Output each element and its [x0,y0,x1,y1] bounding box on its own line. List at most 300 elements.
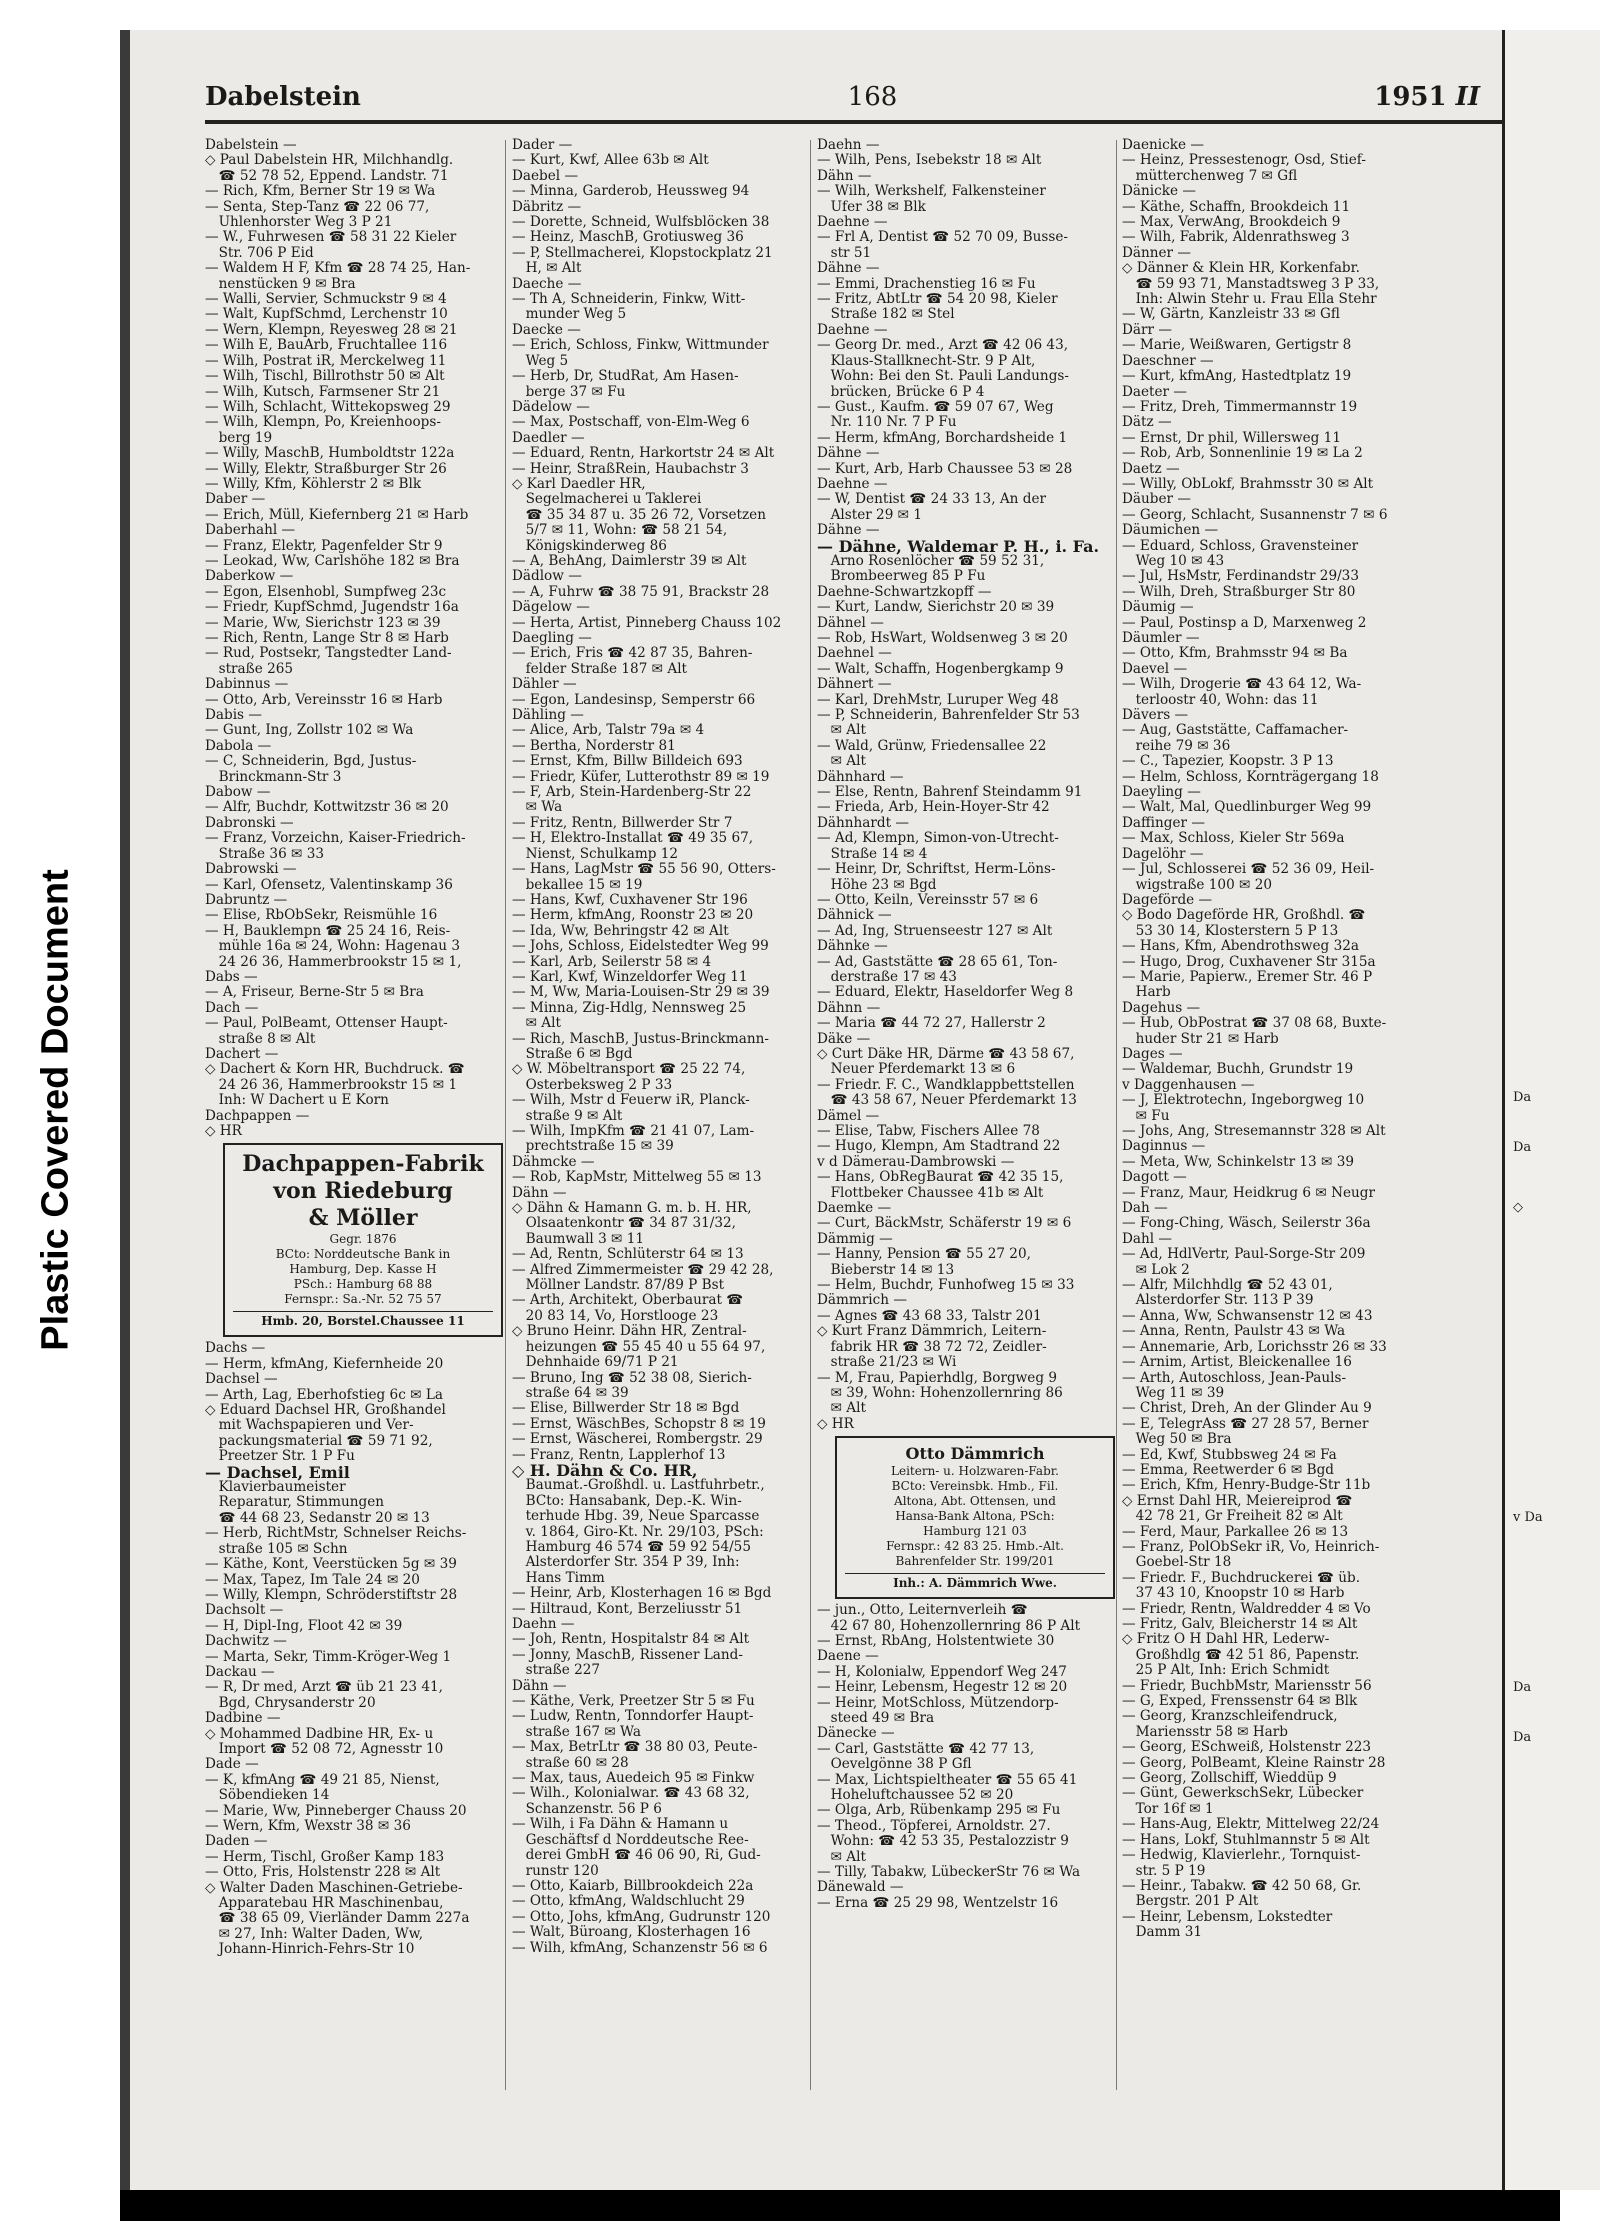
directory-entry-line: ☎ 44 68 23, Sedanstr 20 ✉ 13 [205,1509,430,1526]
directory-entry-line: — F, Arb, Stein-Hardenberg-Str 22 [512,784,752,801]
directory-entry-line: ◇ Mohammed Dadbine HR, Ex- u [205,1725,434,1742]
directory-entry-line: Str. 706 P Eid [205,244,314,261]
directory-entry-line: — Friedr. F. C., Wandklappbettstellen [817,1076,1075,1093]
directory-entry-line: — Ad, HdlVertr, Paul-Sorge-Str 209 [1122,1246,1366,1263]
directory-entry-line: — A, BehAng, Daimlerstr 39 ✉ Alt [512,552,747,569]
directory-entry-line: — Franz, Elektr, Pagenfelder Str 9 [205,537,443,554]
highlighted-entry: ◇ H. Dähn & Co. HR, [512,1460,698,1480]
directory-entry-line: ✉ Lok 2 [1122,1261,1190,1278]
directory-entry-line: — Max, Tapez, Im Tale 24 ✉ 20 [205,1571,420,1588]
directory-entry-line: Söbendieken 14 [205,1787,330,1804]
directory-entry-line: — Elise, Tabw, Fischers Allee 78 [817,1123,1040,1139]
directory-entry-line: — Willy, Kfm, Köhlerstr 2 ✉ Blk [205,475,422,492]
directory-entry-line: Dähne — [817,445,880,462]
directory-entry-line: v d Dämerau-Dambrowski — [817,1153,1015,1170]
directory-entry-line: ✉ Alt [817,753,866,770]
highlighted-entry: — Dähne, Waldemar P. H., i. Fa. [817,536,1100,556]
directory-entry-line: Dachsel — [205,1371,278,1388]
directory-entry-line: Reparatur, Stimmungen [205,1494,385,1511]
directory-entry-line: — Hans-Aug, Elektr, Mittelweg 22/24 [1122,1816,1380,1833]
directory-entry-line: Dämmrich — [817,1292,907,1309]
directory-page [120,30,1560,2190]
directory-entry-line: Dader — [512,138,573,153]
directory-entry-line: prechtstraße 15 ✉ 39 [512,1138,674,1155]
directory-entry-line: Geschäftsf d Norddeutsche Ree- [512,1831,749,1848]
directory-entry-line: Großhdlg ☎ 42 51 86, Papenstr. [1122,1646,1360,1663]
ad-marker: ◇ HR [817,1415,854,1432]
directory-entry-line: — Leokad, Ww, Carlshöhe 182 ✉ Bra [205,552,460,569]
directory-entry-line: — Erich, Müll, Kiefernberg 21 ✉ Harb [205,506,469,523]
directory-entry-line: — Georg, Schlacht, Susannenstr 7 ✉ 6 [1122,506,1388,523]
directory-entry-line: — jun., Otto, Leiternverleih ☎ [817,1602,1028,1619]
directory-entry-line: Dachwitz — [205,1633,287,1650]
directory-entry-line: — Herb, RichtMstr, Schnelser Reichs- [205,1525,467,1542]
directory-entry-line: Klaus-Stallknecht-Str. 9 P Alt, [817,352,1036,369]
directory-entry-line: — Ad, Rentn, Schlüterstr 64 ✉ 13 [512,1246,744,1263]
directory-entry-line: — Wilh, kfmAng, Schanzenstr 56 ✉ 6 [512,1939,768,1956]
directory-entry-line: H, ✉ Alt [512,260,582,277]
directory-entry-line: ✉ Wa [512,799,563,816]
directory-entry-line: derstraße 17 ✉ 43 [817,968,957,985]
directory-entry-line: — Frl A, Dentist ☎ 52 70 09, Busse- [817,229,1069,246]
ad-l6: Fernspr.: 42 83 25. Hmb.-Alt. [886,1539,1064,1554]
directory-entry-line: Wohn: ☎ 42 53 35, Pestalozzistr 9 [817,1833,1069,1850]
directory-entry-line: Dahl — [1122,1230,1173,1247]
directory-entry-line: Daene — [817,1648,879,1665]
directory-entry-line: Dabow — [205,784,271,801]
directory-entry-line: — Hanny, Pension ☎ 55 27 20, [817,1246,1031,1263]
directory-entry-line: Dähn — [512,1184,567,1201]
ad-l4: Hansa-Bank Altona, PSch: [895,1509,1055,1524]
directory-entry-line: Baumwall 3 ✉ 11 [512,1230,645,1247]
directory-entry-line: — Heinr, Lebensm, Lokstedter [1122,1908,1333,1925]
directory-entry-line: Nr. 110 Nr. 7 P Fu [817,414,957,431]
directory-entry-line: — Helm, Buchdr, Funhofweg 15 ✉ 33 [817,1277,1075,1294]
directory-entry-line: — Hedwig, Klavierlehr., Tornquist- [1122,1847,1361,1864]
directory-entry-line: — Karl, Arb, Seilerstr 58 ✉ 4 [512,953,712,970]
directory-entry-line: — Wilh., Kolonialwar. ☎ 43 68 32, [512,1785,750,1802]
directory-entry-line: Daden — [205,1833,268,1850]
directory-entry-line: — Elise, RbObSekr, Reismühle 16 [205,907,438,924]
directory-entry-line: Ufer 38 ✉ Blk [817,198,926,215]
directory-entry-line: — Hans, Kwf, Cuxhavener Str 196 [512,891,748,908]
header-year: 1951 II [1374,82,1480,112]
directory-entry-line: Däke — [817,1030,871,1047]
directory-entry-line: — Heinr, StraßRein, Haubachstr 3 [512,460,749,477]
directory-entry-line: Möllner Landstr. 87/89 P Bst [512,1277,725,1294]
directory-entry-line: Daegling — [512,630,592,646]
directory-entry-line: Dackau — [205,1663,275,1680]
directory-entry-line: — Willy, ObLokf, Brahmsstr 30 ✉ Alt [1122,475,1374,492]
directory-entry-line: straße 9 ✉ Alt [512,1107,623,1124]
directory-entry-line: — Frieda, Arb, Hein-Hoyer-Str 42 [817,799,1050,816]
highlighted-entry: — Dachsel, Emil [205,1462,350,1482]
directory-entry-line: — Hans, Kfm, Abendrothsweg 32a [1122,938,1359,955]
directory-entry-line: straße 8 ✉ Alt [205,1030,316,1047]
directory-entry-line: — Aug, Gaststätte, Caffamacher- [1122,722,1349,739]
directory-entry-line: ☎ 59 93 71, Manstadtsweg 3 P 33, [1122,275,1380,292]
directory-entry-line: — Alfr, Buchdr, Kottwitzstr 36 ✉ 20 [205,799,449,816]
directory-entry-line: 24 26 36, Hammerbrookstr 15 ✉ 1 [205,1076,458,1093]
directory-entry-line: — Meta, Ww, Schinkelstr 13 ✉ 39 [1122,1153,1355,1170]
directory-entry-line: — Egon, Elsenhobl, Sumpfweg 23c [205,583,447,600]
directory-entry-line: — Willy, Elektr, Straßburger Str 26 [205,460,447,477]
directory-entry-line: — Eduard, Schloss, Gravensteiner [1122,537,1359,554]
directory-entry-line: straße 21/23 ✉ Wi [817,1354,957,1371]
directory-entry-line: — Ernst, RbAng, Holstentwiete 30 [817,1632,1055,1649]
directory-entry-line: Dänicke — [1122,183,1196,200]
directory-entry-line: felder Straße 187 ✉ Alt [512,660,688,677]
directory-entry-line: — Willy, Klempn, Schröderstiftstr 28 [205,1586,458,1603]
directory-entry-line: — Agnes ☎ 43 68 33, Talstr 201 [817,1307,1042,1324]
directory-entry-line: 20 83 14, Vo, Horstlooge 23 [512,1307,719,1324]
directory-entry-line: Dabronski — [205,814,294,831]
directory-entry-line: — Wilh, Schlacht, Wittekopsweg 29 [205,398,451,415]
directory-entry-line: Daehnel — [817,645,892,662]
directory-entry-line: — C., Tapezier, Koopstr. 3 P 13 [1122,753,1334,770]
directory-entry-line: ◇ Paul Dabelstein HR, Milchhandlg. [205,152,454,169]
directory-entry-line: Oevelgönne 38 P Gfl [817,1756,972,1773]
directory-entry-line: — Marie, Weißwaren, Gertigstr 8 [1122,337,1352,354]
directory-entry-line: — Arnim, Artist, Bleickenallee 16 [1122,1354,1352,1371]
directory-entry-line: Weg 50 ✉ Bra [1122,1431,1232,1448]
directory-entry-line: ◇ Dänner & Klein HR, Korkenfabr. [1122,260,1360,277]
directory-entry-line: — Friedr, Küfer, Lutterothstr 89 ✉ 19 [512,768,770,785]
page-header [205,82,1540,124]
directory-entry-line: str 51 [817,244,872,261]
directory-entry-line: — Jul, Schlosserei ☎ 52 36 09, Heil- [1122,861,1375,878]
directory-entry-line: Flottbeker Chaussee 41b ✉ Alt [817,1184,1044,1201]
edge-fragment: v Da [1513,1510,1543,1525]
directory-entry-line: — Emma, Reetwerder 6 ✉ Bgd [1122,1461,1334,1478]
directory-entry-line: Dähn — [817,167,872,184]
directory-entry-line: ◇ Eduard Dachsel HR, Großhandel [205,1402,446,1419]
directory-entry-line: Dade — [205,1756,259,1773]
directory-entry-line: — Herm, kfmAng, Kiefernheide 20 [205,1355,444,1372]
ad-l5: Fernspr.: Sa.-Nr. 52 75 57 [284,1292,442,1307]
directory-entry-line: Dähling — [512,707,584,724]
directory-entry-line: Daehn — [512,1616,575,1632]
directory-entry-line: fabrik HR ☎ 38 72 72, Zeidler- [817,1338,1047,1355]
directory-entry-line: — Alfred Zimmermeister ☎ 29 42 28, [512,1261,774,1278]
directory-entry-line: — R, Dr med, Arzt ☎ üb 21 23 41, [205,1679,443,1696]
directory-entry-line: — Anna, Rentn, Paulstr 43 ✉ Wa [1122,1323,1346,1340]
directory-entry-line: — Georg, Zollschiff, Wieddüp 9 [1122,1770,1337,1787]
directory-entry-line: Dänecke — [817,1725,895,1742]
directory-entry-line: Dämmig — [817,1230,893,1247]
directory-entry-line: Därr — [1122,321,1172,338]
directory-entry-line: — A, Fuhrw ☎ 38 75 91, Brackstr 28 [512,583,770,600]
directory-entry-line: — Carl, Gaststätte ☎ 42 77 13, [817,1740,1035,1757]
directory-entry-line: — Georg, ESchweiß, Holstenstr 223 [1122,1739,1372,1756]
directory-entry-line: — Wilh, Mstr d Feuerw iR, Planck- [512,1092,750,1109]
directory-entry-line: steed 49 ✉ Bra [817,1709,935,1726]
directory-entry-line: ✉ Alt [512,1015,561,1032]
directory-entry-line: — W, Dentist ☎ 24 33 13, An der [817,491,1046,508]
directory-entry-line: — Ernst, Dr phil, Willersweg 11 [1122,429,1341,446]
directory-entry-line: Import ☎ 52 08 72, Agnesstr 10 [205,1740,444,1757]
directory-entry-line: — Käthe, Kont, Veerstücken 5g ✉ 39 [205,1556,457,1573]
directory-entry-line: — Otto, Arb, Vereinsstr 16 ✉ Harb [205,691,443,708]
directory-entry-line: Dages — [1122,1045,1183,1062]
directory-entry-line: Höhe 23 ✉ Bgd [817,876,937,893]
directory-entry-line: Daeschner — [1122,352,1214,369]
directory-entry-line: Klavierbaumeister [205,1479,346,1496]
directory-entry-line: — Theod., Töpferei, Arnoldstr. 27. [817,1817,1051,1834]
directory-entry-line: Dabelstein — [205,138,297,153]
directory-entry-line: — Max, taus, Auedeich 95 ✉ Finkw [512,1770,755,1787]
header-page-number: 168 [847,82,898,112]
ad-foot: Inh.: A. Dämmrich Wwe. [845,1573,1105,1591]
directory-entry-line: Dähnhardt — [817,814,909,831]
directory-entry-line: terhude Hbg. 39, Neue Sparcasse [512,1508,760,1525]
directory-entry-line: Nienst, Schulkamp 12 [512,845,679,862]
directory-entry-line: nenstücken 9 ✉ Bra [205,275,356,292]
directory-entry-line: Dädlow — [512,568,582,585]
directory-entry-line: — H, Bauklempn ☎ 25 24 16, Reis- [205,922,451,939]
directory-entry-line: — Herm, kfmAng, Roonstr 23 ✉ 20 [512,907,754,924]
directory-entry-line: Daedler — [512,429,585,446]
side-banner-text: Plastic Covered Document [34,869,77,1351]
directory-entry-line: Daehne-Schwartzkopff — [817,583,992,600]
directory-entry-line: — Otto, Fris, Holstenstr 228 ✉ Alt [205,1864,441,1881]
directory-entry-line: — Wald, Grünw, Friedensallee 22 [817,737,1047,754]
directory-entry-line: ◇ Walter Daden Maschinen-Getriebe- [205,1879,463,1896]
directory-entry-line: — Willy, MaschB, Humboldtstr 122a [205,445,455,462]
directory-entry-line: — H, Dipl-Ing, Floot 42 ✉ 39 [205,1617,403,1634]
directory-entry-line: v. 1864, Giro-Kt. Nr. 29/103, PSch: [512,1523,764,1540]
directory-entry-line: — Kurt, Kwf, Allee 63b ✉ Alt [512,152,709,169]
directory-entry-line: — Fritz, Galv, Bleicherstr 14 ✉ Alt [1122,1616,1358,1632]
directory-entry-line: ☎ 43 58 67, Neuer Pferdemarkt 13 [817,1092,1077,1109]
directory-entry-line: str. 5 P 19 [1122,1862,1206,1879]
ad-title3: & Möller [308,1205,418,1232]
directory-entry-line: — Ad, Gaststätte ☎ 28 65 61, Ton- [817,953,1058,970]
directory-entry-line: Dehnhaide 69/71 P 21 [512,1354,679,1371]
directory-entry-line: Daehne — [817,214,888,231]
directory-entry-line: Alsterdorfer Str. 354 P 39, Inh: [512,1554,740,1571]
directory-entry-line: — Otto, Kfm, Brahmsstr 94 ✉ Ba [1122,645,1348,662]
directory-entry-line: Goebel-Str 18 [1122,1554,1232,1571]
directory-entry-line: Dävers — [1122,707,1189,724]
directory-entry-line: Weg 5 [512,352,569,369]
directory-entry-line: — Rich, MaschB, Justus-Brinckmann- [512,1030,770,1047]
directory-entry-line: Daginnus — [1122,1138,1206,1155]
directory-entry-line: — Wilh, Tischl, Billrothstr 50 ✉ Alt [205,368,445,385]
directory-entry-line: — Erna ☎ 25 29 98, Wentzelstr 16 [817,1894,1059,1911]
directory-entry-line: — Hugo, Drog, Cuxhavener Str 315a [1122,953,1376,970]
directory-entry-line: — Otto, Johs, kfmAng, Gudrunstr 120 [512,1908,771,1925]
directory-entry-line: straße 227 [512,1662,601,1679]
directory-entry-line: ◇ Karl Daedler HR, [512,475,646,492]
directory-entry-line: ✉ Alt [817,1848,866,1865]
directory-entry-line: Daecke — [512,321,581,338]
directory-entry-line: — Max, Lichtspieltheater ☎ 55 65 41 [817,1771,1078,1788]
directory-entry-line: — Johs, Schloss, Eidelstedter Weg 99 [512,938,769,955]
directory-entry-line: — Heinr, MotSchloss, Mützendorp- [817,1694,1059,1711]
directory-entry-line: — Else, Rentn, Bahrenf Steindamm 91 [817,784,1083,801]
directory-entry-line: Daber — [205,491,266,508]
directory-entry-line: Däbritz — [512,198,582,215]
column-rule [810,140,811,2090]
directory-entry-line: ◇ Bruno Heinr. Dähn HR, Zentral- [512,1323,747,1340]
directory-entry-line: — Minna, Garderob, Heussweg 94 [512,183,750,200]
directory-entry-line: Dabola — [205,737,272,754]
header-name: Dabelstein [205,82,361,112]
directory-entry-line: ✉ Alt [817,722,866,739]
directory-entry-line: berg 19 [205,429,273,446]
directory-entry-line: Dähne — [817,260,880,277]
directory-entry-line: — Heinr, Arb, Klosterhagen 16 ✉ Bgd [512,1585,772,1602]
directory-entry-line: — Minna, Zig-Hdlg, Nennsweg 25 [512,999,747,1016]
directory-entry-line: — Günt, GewerkschSekr, Lübecker [1122,1785,1364,1802]
page-binding-shadow [120,30,130,2190]
directory-entry-line: — G, Exped, Frenssenstr 64 ✉ Blk [1122,1693,1358,1710]
directory-entry-line: Hamburg 46 574 ☎ 59 92 54/55 [512,1538,751,1555]
directory-entry-line: Segelmacherei u Taklerei [512,491,702,508]
directory-entry-line: ✉ 39, Wohn: Hohenzollernring 86 [817,1384,1063,1401]
directory-entry-line: Daeche — [512,275,582,292]
directory-entry-line: Dänewald — [817,1879,904,1896]
directory-entry-line: — Herm, Tischl, Großer Kamp 183 [205,1848,445,1865]
directory-entry-line: Daehne — [817,321,888,338]
directory-entry-line: — Max, BetrLtr ☎ 38 80 03, Peute- [512,1739,758,1756]
directory-entry-line: — W, Gärtn, Kanzleistr 33 ✉ Gfl [1122,306,1340,323]
directory-entry-line: Dägelow — [512,599,590,616]
directory-entry-line: heizungen ☎ 55 45 40 u 55 64 97, [512,1338,766,1355]
directory-entry-line: — P, Stellmacherei, Klopstockplatz 21 [512,244,773,261]
directory-entry-line: — Fong-Ching, Wäsch, Seilerstr 36a [1122,1215,1371,1232]
directory-entry-line: — Christ, Dreh, An der Glinder Au 9 [1122,1400,1372,1417]
ad-title2: von Riedeburg [273,1178,453,1205]
directory-entry-line: — Ad, Klempn, Simon-von-Utrecht- [817,830,1059,847]
ad-l5: Hamburg 121 03 [923,1524,1027,1539]
ad-l7: Bahrenfelder Str. 199/201 [895,1554,1055,1569]
directory-entry-line: — Otto, Keiln, Vereinsstr 57 ✉ 6 [817,891,1039,908]
directory-entry-line: Dachpappen — [205,1107,310,1124]
directory-entry-line: 37 43 10, Knoopstr 10 ✉ Harb [1122,1585,1345,1602]
directory-entry-line: — J, Elektrotechn, Ingeborgweg 10 [1122,1092,1365,1109]
directory-entry-line: Bgd, Chrysanderstr 20 [205,1694,376,1711]
directory-entry-line: — Alice, Arb, Talstr 79a ✉ 4 [512,722,705,739]
directory-entry-line: — Friedr. F., Buchdruckerei ☎ üb. [1122,1569,1361,1586]
directory-entry-line: — Bertha, Norderstr 81 [512,737,676,754]
directory-entry-line: — Marie, Ww, Pinneberger Chauss 20 [205,1802,467,1819]
directory-entry-line: — Fritz, Dreh, Timmermannstr 19 [1122,398,1358,415]
directory-entry-line: — Hiltraud, Kont, Berzeliusstr 51 [512,1600,743,1617]
directory-entry-line: — Rich, Kfm, Berner Str 19 ✉ Wa [205,183,436,200]
edge-fragment: Da [1513,1140,1532,1155]
directory-entry-line: — Käthe, Verk, Preetzer Str 5 ✉ Fu [512,1693,755,1710]
directory-entry-line: 5/7 ✉ 11, Wohn: ☎ 58 21 54, [512,522,728,539]
directory-entry-line: Alster 29 ✉ 1 [817,506,923,523]
directory-entry-line: — Ad, Ing, Struenseestr 127 ✉ Alt [817,922,1053,939]
directory-entry-line: straße 265 [205,660,294,677]
directory-entry-line: Dämel — [817,1107,880,1124]
directory-entry-line: Schanzenstr. 56 P 6 [512,1800,662,1817]
ad-marker: ◇ HR [205,1123,242,1139]
directory-entry-line: munder Weg 5 [512,306,627,323]
directory-entry-line: — Hans, Lokf, Stuhlmannstr 5 ✉ Alt [1122,1831,1370,1848]
directory-entry-line: Dähnn — [817,999,881,1016]
directory-entry-line: Weg 10 ✉ 43 [1122,552,1225,569]
directory-entry-line: — Ed, Kwf, Stubbsweg 24 ✉ Fa [1122,1446,1337,1463]
directory-entry-line: — Hub, ObPostrat ☎ 37 08 68, Buxte- [1122,1015,1387,1032]
directory-entry-line: — Walt, Büroang, Klosterhagen 16 [512,1924,751,1941]
directory-entry-line: Inh: Alwin Stehr u. Frau Ella Stehr [1122,291,1377,308]
directory-entry-line: — Ernst, WäschBes, Schopstr 8 ✉ 19 [512,1415,766,1432]
directory-entry-line: — Hans, ObRegBaurat ☎ 42 35 15, [817,1169,1064,1186]
directory-entry-line: Inh: W Dachert u E Korn [205,1092,389,1109]
directory-entry-line: Alsterdorfer Str. 113 P 39 [1122,1292,1314,1309]
directory-entry-line: — Max, Postschaff, von-Elm-Weg 6 [512,414,750,431]
directory-entry-line: — Wilh, Fabrik, Aldenrathsweg 3 [1122,229,1350,246]
directory-entry-line: — Wern, Klempn, Reyesweg 28 ✉ 21 [205,321,458,338]
directory-entry-line: Johann-Hinrich-Fehrs-Str 10 [205,1941,415,1958]
directory-entry-line: — Wilh E, BauArb, Fruchtallee 116 [205,337,448,354]
directory-entry-line: Brombeerweg 85 P Fu [817,568,986,585]
directory-entry-line: mütterchenweg 7 ✉ Gfl [1122,167,1298,184]
directory-entry-line: — Alfr, Milchhdlg ☎ 52 43 01, [1122,1277,1333,1294]
directory-entry-line: — Arth, Lag, Eberhofstieg 6c ✉ La [205,1386,443,1403]
directory-entry-line: huder Str 21 ✉ Harb [1122,1030,1279,1047]
directory-entry-line: Dähnke — [817,938,888,955]
directory-entry-line: Brinckmann-Str 3 [205,768,342,785]
directory-entry-line: Olsaatenkontr ☎ 34 87 31/32, [512,1215,736,1232]
directory-entry-line: ✉ Alt [817,1400,866,1417]
directory-entry-line: 25 P Alt, Inh: Erich Schmidt [1122,1662,1330,1679]
directory-entry-line: — Wilh, Kutsch, Farmsener Str 21 [205,383,441,400]
directory-entry-line: 24 26 36, Hammerbrookstr 15 ✉ 1, [205,953,462,970]
directory-entry-line: Harb [1122,984,1171,1001]
directory-entry-line: Dachsolt — [205,1602,284,1619]
directory-entry-line: — Heinr, Lebensm, Hegestr 12 ✉ 20 [817,1679,1068,1696]
directory-entry-line: ☎ 52 78 52, Eppend. Landstr. 71 [205,167,449,184]
directory-entry-line: — Kurt, Landw, Sierichstr 20 ✉ 39 [817,599,1055,616]
directory-entry-line: Bergstr. 201 P Alt [1122,1893,1259,1910]
directory-entry-line: — E, TelegrAss ☎ 27 28 57, Berner [1122,1415,1369,1432]
directory-entry-line: — Erich, Schloss, Finkw, Wittmunder [512,337,769,354]
directory-entry-line: Daberkow — [205,568,294,585]
directory-entry-line: Däumichen — [1122,522,1219,539]
edge-fragment: Da [1513,1090,1532,1105]
directory-entry-line: — Georg, PolBeamt, Kleine Rainstr 28 [1122,1754,1386,1771]
directory-entry-line: — Walt, Schaffn, Hogenbergkamp 9 [817,660,1064,677]
directory-entry-line: Hans Timm [512,1569,605,1586]
directory-entry-line: Dähnick — [817,907,892,924]
ad-l2: BCto: Norddeutsche Bank in [275,1247,451,1262]
directory-entry-line: — Marta, Sekr, Timm-Kröger-Weg 1 [205,1648,452,1665]
directory-entry-line: — Eduard, Rentn, Harkortstr 24 ✉ Alt [512,445,775,462]
directory-entry-line: — Egon, Landesinsp, Semperstr 66 [512,691,756,708]
directory-entry-line: — Karl, Ofensetz, Valentinskamp 36 [205,876,453,893]
directory-entry-line: Dähnel — [817,614,884,631]
directory-entry-line: Dähne — [817,522,880,539]
directory-entry-line: Daeter — [1122,383,1187,400]
directory-entry-line: Weg 11 ✉ 39 [1122,1384,1225,1401]
ad-l3: Altona, Abt. Ottensen, und [894,1494,1056,1509]
edge-fragment: Da [1513,1680,1532,1695]
directory-entry-line: — Maria ☎ 44 72 27, Hallerstr 2 [817,1015,1046,1032]
ad-l4: PSch.: Hamburg 68 88 [293,1277,433,1292]
directory-entry-line: — Heinz, Pressestenogr, Osd, Stief- [1122,152,1366,169]
ad-foot: Hmb. 20, Borstel.Chaussee 11 [233,1311,493,1329]
directory-entry-line: Straße 6 ✉ Bgd [512,1045,633,1062]
directory-entry-line: ◇ Dachert & Korn HR, Buchdruck. ☎ [205,1061,465,1078]
directory-entry-line: ◇ W. Möbeltransport ☎ 25 22 74, [512,1061,746,1078]
directory-entry-line: Straße 14 ✉ 4 [817,845,928,862]
directory-entry-line: — Heinr, Dr, Schriftst, Herm-Löns- [817,861,1056,878]
